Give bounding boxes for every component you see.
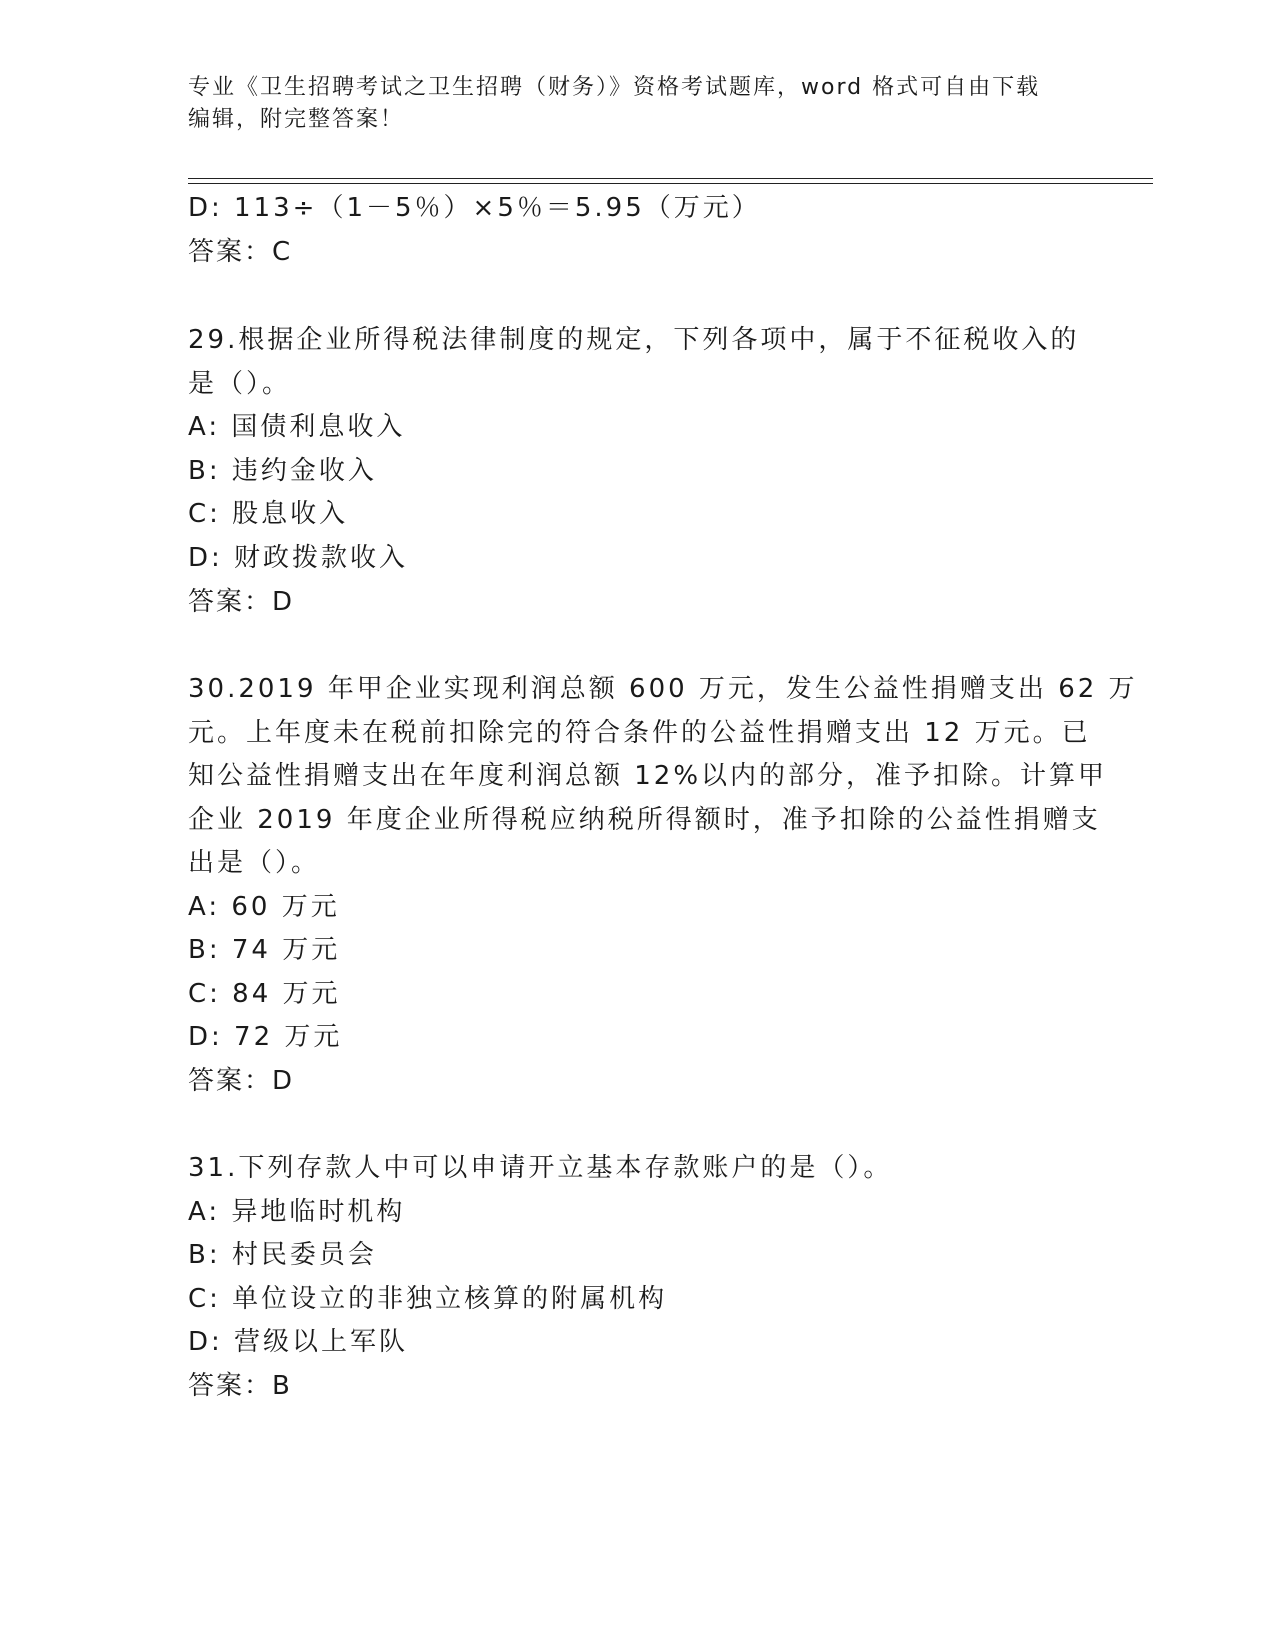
header-line-2: 编辑，附完整答案！ [188, 107, 405, 132]
q30-stem-line-3: 知公益性捐赠支出在年度利润总额 12%以内的部分，准予扣除。计算甲 [188, 761, 1108, 791]
answer-label: 答案： [188, 1066, 273, 1096]
q29-stem-line-2: 是（）。 [188, 369, 292, 399]
answer-label: 答案： [188, 237, 273, 267]
q30-stem-line-4: 企业 2019 年度企业所得税应纳税所得额时，准予扣除的公益性捐赠支 [188, 805, 1101, 835]
q31-stem-line-1: 31.下列存款人中可以申请开立基本存款账户的是（）。 [188, 1153, 893, 1183]
q30-option-d: D: 72 万元 [188, 1022, 343, 1052]
q29-option-d: D: 财政拨款收入 [188, 543, 409, 573]
q30-option-b: B: 74 万元 [188, 935, 341, 965]
q31-option-d: D: 营级以上军队 [188, 1327, 409, 1357]
q30-stem-line-1: 30.2019 年甲企业实现利润总额 600 万元，发生公益性捐赠支出 62 万 [188, 674, 1138, 704]
q31-option-c: C: 单位设立的非独立核算的附属机构 [188, 1284, 668, 1314]
q29-stem-line-1: 29.根据企业所得税法律制度的规定，下列各项中，属于不征税收入的 [188, 325, 1080, 355]
answer-value: B [272, 1371, 291, 1401]
prev-answer [188, 230, 291, 274]
q29-option-c: C: 股息收入 [188, 499, 349, 529]
answer-label: 答案： [188, 1371, 273, 1401]
header-divider-top [188, 178, 1153, 179]
q30-stem-line-5: 出是（）。 [188, 848, 321, 878]
q30-answer [188, 1059, 293, 1103]
q29-answer [188, 580, 293, 624]
answer-label: 答案： [188, 587, 273, 617]
answer-value: D [272, 587, 294, 617]
answer-value: D [272, 1066, 294, 1096]
header-line-1: 专业《卫生招聘考试之卫生招聘（财务）》资格考试题库，word 格式可自由下载 [188, 75, 1041, 100]
answer-value: C [272, 237, 292, 267]
q31-answer [188, 1364, 291, 1408]
q31-option-a: A: 异地临时机构 [188, 1197, 406, 1227]
q29-option-b: B: 违约金收入 [188, 456, 377, 486]
q30-stem-line-2: 元。上年度未在税前扣除完的符合条件的公益性捐赠支出 12 万元。已 [188, 718, 1091, 748]
q30-option-a: A: 60 万元 [188, 892, 340, 922]
q30-option-c: C: 84 万元 [188, 979, 341, 1009]
header-divider-bottom [188, 183, 1153, 184]
q29-option-a: A: 国债利息收入 [188, 412, 406, 442]
q31-option-b: B: 村民委员会 [188, 1240, 377, 1270]
document-header [188, 72, 1088, 136]
prev-option-d: D: 113÷（1－5％）×5％＝5.95（万元） [188, 193, 761, 223]
